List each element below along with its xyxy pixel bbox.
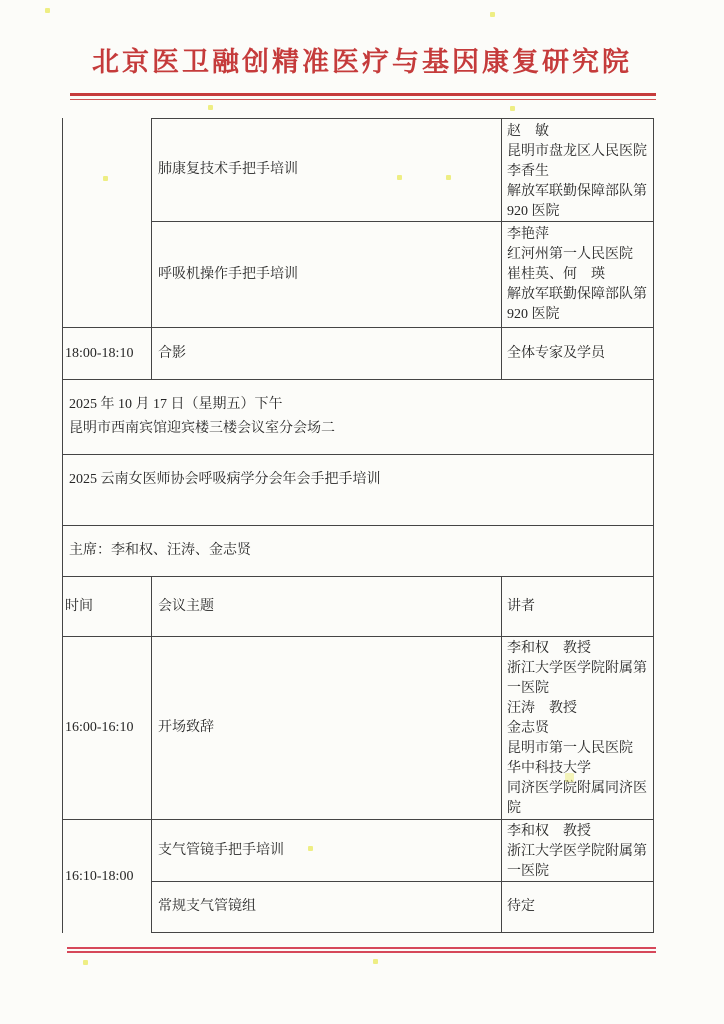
column-header-time (62, 577, 152, 637)
time-label: 16:10-18:00 (65, 868, 134, 884)
scan-speck (565, 773, 574, 782)
topic-cell (152, 328, 502, 380)
column-header-label: 讲者 (507, 598, 535, 614)
scan-speck (510, 106, 515, 111)
speaker-cell (502, 328, 654, 380)
session-datetime-cell (62, 380, 654, 455)
page-title: 北京医卫融创精准医疗与基因康复研究院 (92, 47, 632, 77)
scan-speck (308, 846, 313, 851)
topic-label: 合影 (158, 345, 186, 361)
topic-cell (152, 820, 502, 882)
speaker-cell (502, 118, 654, 222)
speaker-line: 昆明市第一人民医院 (507, 741, 633, 756)
scan-speck (83, 960, 88, 965)
footer-divider (67, 947, 656, 953)
speaker-line: 李香生 (507, 164, 549, 179)
column-header-label: 时间 (65, 598, 93, 614)
speaker-cell (502, 820, 654, 882)
topic-label: 常规支气管镜组 (158, 899, 256, 914)
speaker-line: 李艳萍 (507, 227, 549, 242)
topic-cell (152, 637, 502, 820)
session-venue: 昆明市西南宾馆迎宾楼三楼会议室分会场二 (69, 421, 335, 436)
scan-speck (103, 176, 108, 181)
speaker-line: 昆明市盘龙区人民医院 (507, 144, 647, 159)
scan-speck (490, 12, 495, 17)
speaker-line: 崔桂英、何 瑛 (507, 267, 605, 282)
session-chairs-cell (62, 526, 654, 577)
session-title: 2025 云南女医师协会呼吸病学分会年会手把手培训 (69, 472, 381, 487)
speaker-line: 李和权 教授 (507, 641, 591, 656)
column-header-label: 会议主题 (158, 598, 214, 614)
topic-label: 开场致辞 (158, 720, 214, 735)
time-cell-empty (62, 118, 152, 328)
topic-cell (152, 118, 502, 222)
time-cell (62, 820, 152, 933)
scan-speck (45, 8, 50, 13)
time-label: 16:00-16:10 (65, 720, 134, 735)
speaker-line: 浙江大学医学院附属第一医院 (507, 661, 647, 696)
speaker-label: 全体专家及学员 (507, 345, 605, 361)
speaker-line: 解放军联勤保障部队第920 医院 (507, 184, 647, 219)
speaker-line: 李和权 教授 (507, 824, 591, 839)
topic-label: 支气管镜手把手培训 (158, 842, 284, 858)
speaker-line: 浙江大学医学院附属第一医院 (507, 844, 647, 879)
speaker-cell (502, 637, 654, 820)
column-header-speaker (502, 577, 654, 637)
title-divider (70, 93, 656, 100)
speaker-cell (502, 222, 654, 328)
time-cell (62, 637, 152, 820)
scan-speck (397, 175, 402, 180)
column-header-topic (152, 577, 502, 637)
scan-speck (208, 105, 213, 110)
speaker-line: 汪涛 教授 (507, 701, 577, 716)
speaker-line: 红河州第一人民医院 (507, 247, 633, 262)
session-chairs: 主席：李和权、汪涛、金志贤 (69, 543, 251, 558)
topic-label: 肺康复技术手把手培训 (158, 162, 298, 177)
speaker-line: 金志贤 (507, 721, 549, 736)
speaker-line: 同济医学院附属同济医院 (507, 781, 647, 816)
time-cell (62, 328, 152, 380)
session-date: 2025 年 10 月 17 日（星期五）下午 (69, 397, 283, 412)
speaker-label: 待定 (507, 899, 535, 914)
time-label: 18:00-18:10 (65, 345, 134, 361)
speaker-cell (502, 882, 654, 933)
scan-speck (446, 175, 451, 180)
speaker-line: 解放军联勤保障部队第920 医院 (507, 287, 647, 322)
session-title-cell (62, 455, 654, 526)
speaker-line: 华中科技大学 (507, 761, 591, 776)
speaker-line: 赵 敏 (507, 124, 549, 139)
topic-cell (152, 222, 502, 328)
topic-cell (152, 882, 502, 933)
topic-label: 呼吸机操作手把手培训 (158, 266, 298, 282)
scan-speck (373, 959, 378, 964)
agenda-table (62, 118, 654, 933)
